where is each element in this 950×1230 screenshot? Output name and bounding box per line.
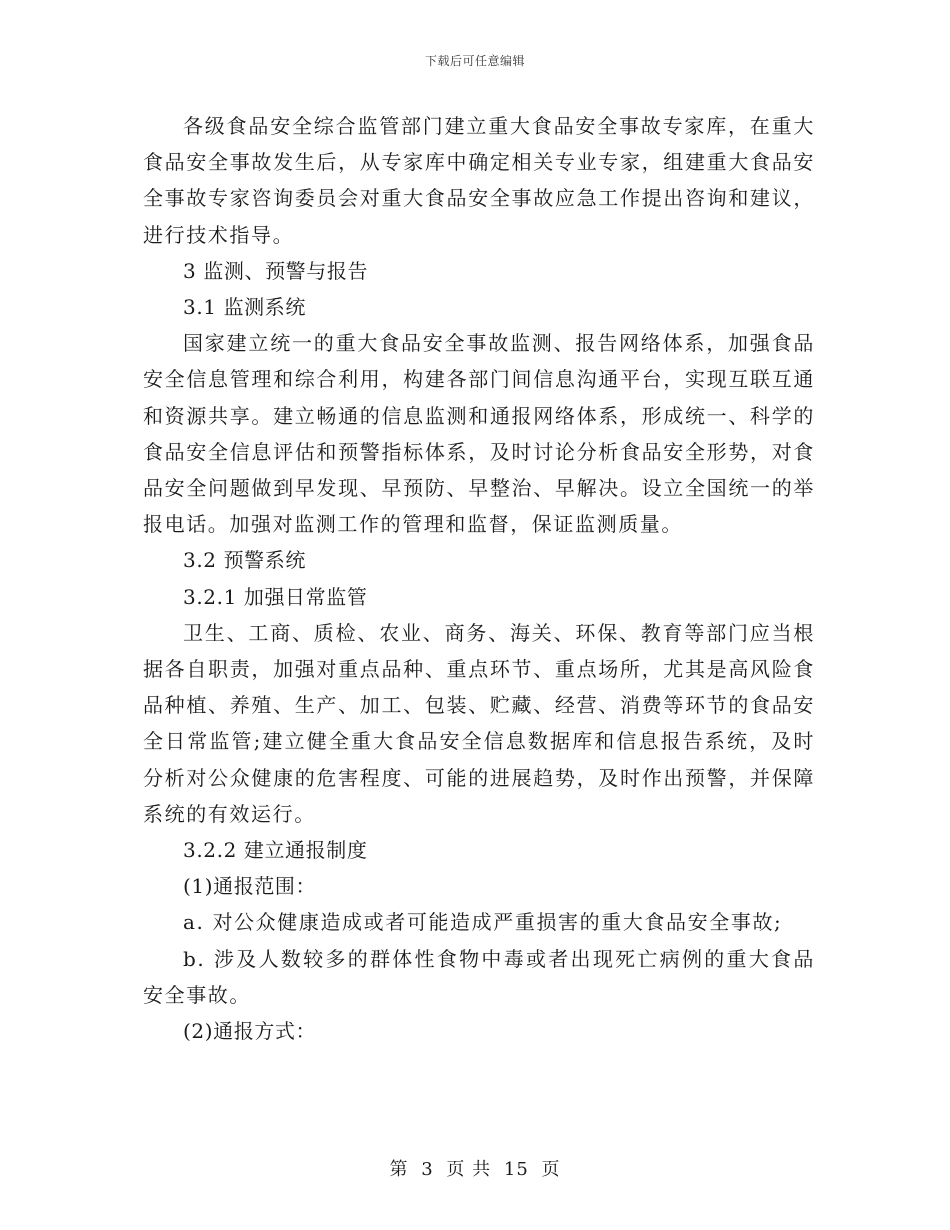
- footer-total-pages: 15: [503, 1159, 529, 1180]
- footer-current-page: 3: [421, 1159, 434, 1180]
- page-footer: [0, 1155, 950, 1181]
- section-heading-3-2-1: 3.2.1 加强日常监管: [183, 584, 368, 609]
- section-heading-3-1: 3.1 监测系统: [183, 295, 306, 320]
- paragraph-expert-pool: 各级食品安全综合监管部门建立重大食品安全事故专家库，在重大食品安全事故发生后，从专家库中确定相关专业专家，组建重大食品安全事故专家咨询委员会对重大食品安全事故应急工作提出咨询和建议，进行技术指导。: [143, 114, 815, 247]
- list-item-a: a. 对公众健康造成或者可能造成严重损害的重大食品安全事故;: [183, 910, 783, 935]
- document-body: [143, 108, 815, 1049]
- section-heading-3-2-2: 3.2.2 建立通报制度: [183, 838, 368, 863]
- section-heading-3-2: 3.2 预警系统: [183, 548, 306, 573]
- section-heading-3: 3 监测、预警与报告: [183, 258, 369, 283]
- subheading-notification-scope: (1)通报范围：: [183, 874, 317, 899]
- footer-suffix: 页: [541, 1159, 561, 1180]
- paragraph-monitoring-system: 国家建立统一的重大食品安全事故监测、报告网络体系，加强食品安全信息管理和综合利用，构建各部门间信息沟通平台，实现互联互通和资源共享。建立畅通的信息监测和通报网络体系，形成统一、科学的食品安全信息评估和预警指标体系，及时讨论分析食品安全形势，对食品安全问题做到早发现、早预防、早整治、早解决。设立全国统一的举报电话。加强对监测工作的管理和监督，保证监测质量。: [143, 331, 815, 537]
- footer-middle: 页 共: [446, 1159, 492, 1180]
- paragraph-daily-supervision: 卫生、工商、质检、农业、商务、海关、环保、教育等部门应当根据各自职责，加强对重点品种、重点环节、重点场所，尤其是高风险食品种植、养殖、生产、加工、包装、贮藏、经营、消费等环节的食品安全日常监管;建立健全重大食品安全信息数据库和信息报告系统，及时分析对公众健康的危害程度、可能的进展趋势，及时作出预警，并保障系统的有效运行。: [143, 620, 815, 826]
- list-item-b: b. 涉及人数较多的群体性食物中毒或者出现死亡病例的重大食品安全事故。: [143, 946, 815, 1007]
- page-header-note: 下载后可任意编辑: [424, 54, 525, 68]
- footer-prefix: 第: [389, 1159, 409, 1180]
- subheading-notification-method: (2)通报方式：: [183, 1019, 317, 1044]
